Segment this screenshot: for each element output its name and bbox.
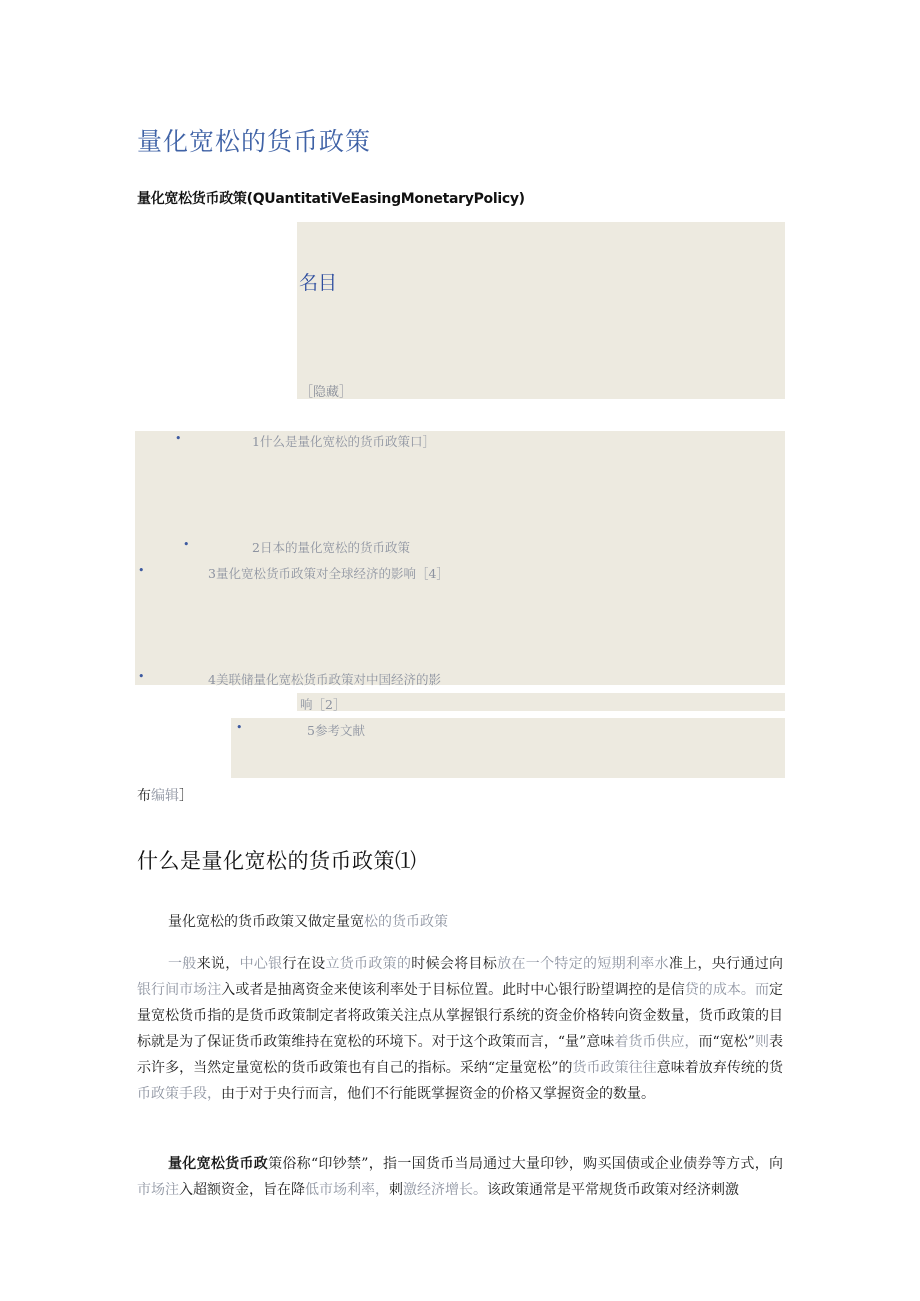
inline-link[interactable]: 激经济增长。 <box>403 1182 487 1198</box>
section-heading: 什么是量化宽松的货币政策⑴ <box>137 849 417 873</box>
inline-link[interactable]: 一般 <box>168 956 197 972</box>
paragraph-text: 策俗称“印钞禁”，指一国货币当局通过大量印钞，购买国债或企业债券等方式，向 <box>268 1156 784 1172</box>
inline-link[interactable]: 中心银 <box>239 956 283 972</box>
toc-bullet: • <box>183 538 190 551</box>
inline-link[interactable]: 放在一个特定的短期利率水 <box>497 956 669 972</box>
paragraph-text: 入或者是抽离资金来使该利率处于目标位置。此时中心银行盼望调控的是信 <box>221 982 685 998</box>
edit-link-row <box>137 785 193 805</box>
inline-link[interactable]: 货币政策往往 <box>572 1060 657 1076</box>
inline-link[interactable]: 立货币政策的 <box>325 956 412 972</box>
lead-link[interactable]: 松的货币政策 <box>364 914 448 930</box>
paragraph-text: 准上，央行通过向 <box>668 956 784 972</box>
toc-bullet: • <box>236 721 243 734</box>
inline-link[interactable]: 则 <box>754 1034 770 1050</box>
inline-link[interactable]: 币政策手段， <box>137 1086 221 1102</box>
toc-list-box <box>135 431 785 685</box>
toc-bullet: • <box>138 564 145 577</box>
toc-header-box <box>297 222 785 399</box>
toc-hide-link[interactable]: ［隐藏］ <box>300 385 353 400</box>
paragraph-text: 表示许多，当然定量宽松的货币政策也有自己的指标。采纳“定量宽松”的 <box>137 1034 784 1076</box>
toc-list-box-2 <box>297 693 785 711</box>
toc-item-5[interactable]: 5参考文献 <box>307 723 365 738</box>
toc-bullet: • <box>138 670 145 683</box>
paragraph-text: 该政策通常是平常规货币政策对经济刺激 <box>487 1182 739 1198</box>
toc-bullet: • <box>175 432 182 445</box>
paragraph-text: 而“宽松” <box>698 1034 755 1050</box>
lead-text: 量化宽松的货币政策又做定量宽 <box>168 914 364 930</box>
toc-heading: 名目 <box>299 272 338 294</box>
paragraph-text: 时候会将目标 <box>411 956 498 972</box>
edit-prefix: 布 <box>137 788 151 804</box>
toc-item-3[interactable]: 3量化宽松货币政策对全球经济的影响［4］ <box>208 566 449 581</box>
page-subtitle: 量化宽松货币政策(QUantitatiVeEasingMonetaryPolicy) <box>137 191 525 207</box>
paragraph-text: 定量宽松货币指的是货币政策制定者将政策关注点从掌握银行系统的资金价格转向资金数量，货币政策的目标就是为了保证货币政策维持在宽松的环境下。对于这个政策而言，“量”意味 <box>137 982 784 1050</box>
toc-item-4[interactable]: 4美联储量化宽松货币政策对中国经济的影 <box>208 672 441 687</box>
toc-item-1[interactable]: 1什么是量化宽松的货币政策口］ <box>252 434 435 449</box>
paragraph-text: 意味着放弃传统的货 <box>656 1060 783 1076</box>
paragraph-2 <box>137 1151 783 1203</box>
paragraph-text: 刺 <box>389 1182 403 1198</box>
paragraph-text: 量化宽松货币政 <box>168 1156 269 1172</box>
inline-link[interactable]: 贷的成本。而 <box>684 982 770 998</box>
paragraph-text: 入超额资金，旨在降 <box>179 1182 305 1198</box>
inline-link[interactable]: 低市场利率， <box>305 1182 389 1198</box>
edit-link[interactable]: 编辑 <box>151 788 179 804</box>
section-lead <box>168 911 448 931</box>
page-title: 量化宽松的货币政策 <box>137 127 372 156</box>
toc-item-2[interactable]: 2日本的量化宽松的货币政策 <box>252 540 410 555</box>
inline-link[interactable]: 着货币供应， <box>614 1034 699 1050</box>
edit-suffix: ］ <box>179 788 193 804</box>
toc-item-4-cont[interactable]: 响［2］ <box>300 697 346 712</box>
paragraph-1 <box>137 951 783 1107</box>
inline-link[interactable]: 银行间市场注 <box>137 982 222 998</box>
paragraph-text: 行在设 <box>282 956 326 972</box>
paragraph-text: 来说， <box>196 956 240 972</box>
inline-link[interactable]: 市场注 <box>137 1182 179 1198</box>
paragraph-text: 由于对于央行而言，他们不行能既掌握资金的价格又掌握资金的数量。 <box>221 1086 655 1102</box>
